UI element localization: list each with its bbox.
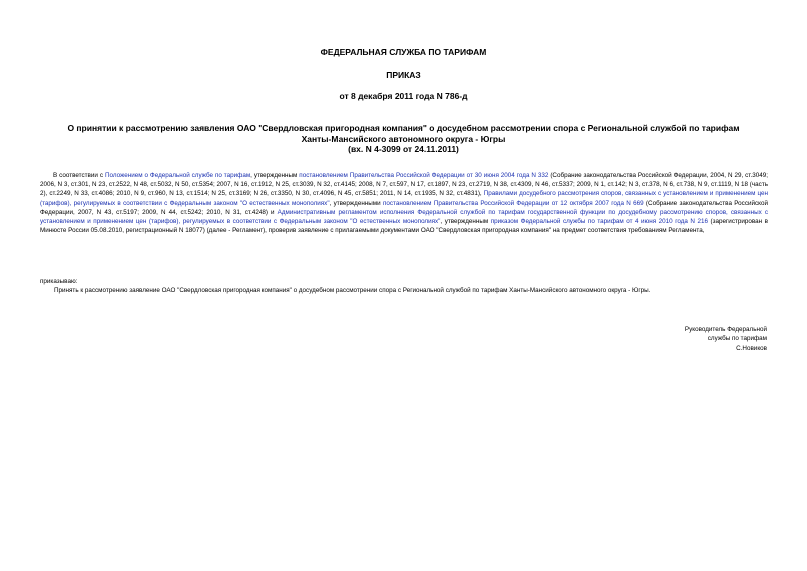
preamble-text-1: В соответствии с [53,172,105,179]
link-government-decree-669[interactable]: постановлением Правительства Российской Федерации от 12 октября 2007 года N 669 [382,199,644,207]
subject-line-3: (вх. N 4-3099 от 24.11.2011) [348,144,459,154]
subject-line-2: Ханты-Мансийского автономного округа - Югры [301,133,506,144]
link-dispute-rules[interactable]: Правилами досудебного рассмотрения споров, связанных с установлением и применением цен (тарифов), регулируемых в соответствии с Федеральным законом "О естественных монополиях" [40,190,768,207]
preamble-text-7: (зарегистрирован в Минюсте России 05.08.2010, регистрационный N 18077) (далее - Регламент), проверив заявление с прилагаемыми документами ОАО "Свердловская пригородная компания" на предмет соответствия требованиям Регламента, [40,218,768,235]
preamble-text-5: (Собрание законодательства Российской Федерации, 2007, N 43, ст.5197; 2009, N 44, ст.5242; 2010, N 31, ст.4248) и [40,199,769,216]
document-subject [40,123,767,155]
signatory-name: С.Новиков [736,344,767,352]
signature-position-line-1: Руководитель Федеральной [684,326,767,333]
link-fst-order-216[interactable]: приказом Федеральной службы по тарифам от 4 июня 2010 года N 216 [490,218,708,226]
link-administrative-regulation[interactable]: Административным регламентом исполнения Федеральной службой по тарифам государственной функции по досудебному рассмотрению споров, связанных с установлением и применением цен (тарифов), регулируемых в соответствии с Федеральным законом "О естественных монополиях" [40,208,769,226]
decree-item: Принять к рассмотрению заявление ОАО "Свердловская пригородная компания" о досудебном рассмотрении спора с Региональной службой по тарифам Ханты-Мансийского автономного округа - Югры. [54,287,651,294]
signature-block [685,325,767,353]
document-type: ПРИКАЗ [386,70,421,80]
preamble-text-6: , утвержденным [440,218,491,226]
document-date: от 8 декабря 2011 года N 786-д [339,91,468,101]
agency-title: ФЕДЕРАЛЬНАЯ СЛУЖБА ПО ТАРИФАМ [320,47,487,57]
preamble-text-4: , утвержденными [329,199,383,207]
subject-line-1: О принятии к рассмотрению заявления ОАО "Свердловская пригородная компания" о досудебном рассмотрении спора с Региональной службой по тарифам [67,123,740,133]
link-fst-regulation[interactable]: Положением о Федеральной службе по тарифам [104,172,251,179]
preamble-paragraph [40,171,768,235]
decree-label: приказываю: [40,278,78,285]
signature-position-line-2: службы по тарифам [707,335,767,343]
preamble-text-2: , утвержденным [250,172,300,179]
link-government-decree-332[interactable]: постановлением Правительства Российской Федерации от 30 июня 2004 года N 332 [299,172,549,179]
preamble-text-3: (Собрание законодательства Российской Федерации, 2004, N 29, ст.3049; 2006, N 3, ст.301, N 23, ст.2522, N 48, ст.5032, N 50, ст.5354; 2007, N 16, ст.1912, N 25, ст.3039, N 32, ст.4145; 2008, N 7, ст.597, N 17, ст.1897, N 23, ст.2719, N 38, ст.4309, N 46, ст.5337; 2009, N 1, ст.142; N 3, ст.378, N 6, ст.738, N 9, ст.1119, N 18 (часть 2), ст.2249, N 33, ст.4086; 2010, N 9, ст.960, N 13, ст.1514; N 25, ст.3169; N 26, ст.3350, N 30, ст.4096, N 45, ст.5851; 2011, N 14, ст.1935, N 32, ст.4831), [40,172,769,198]
